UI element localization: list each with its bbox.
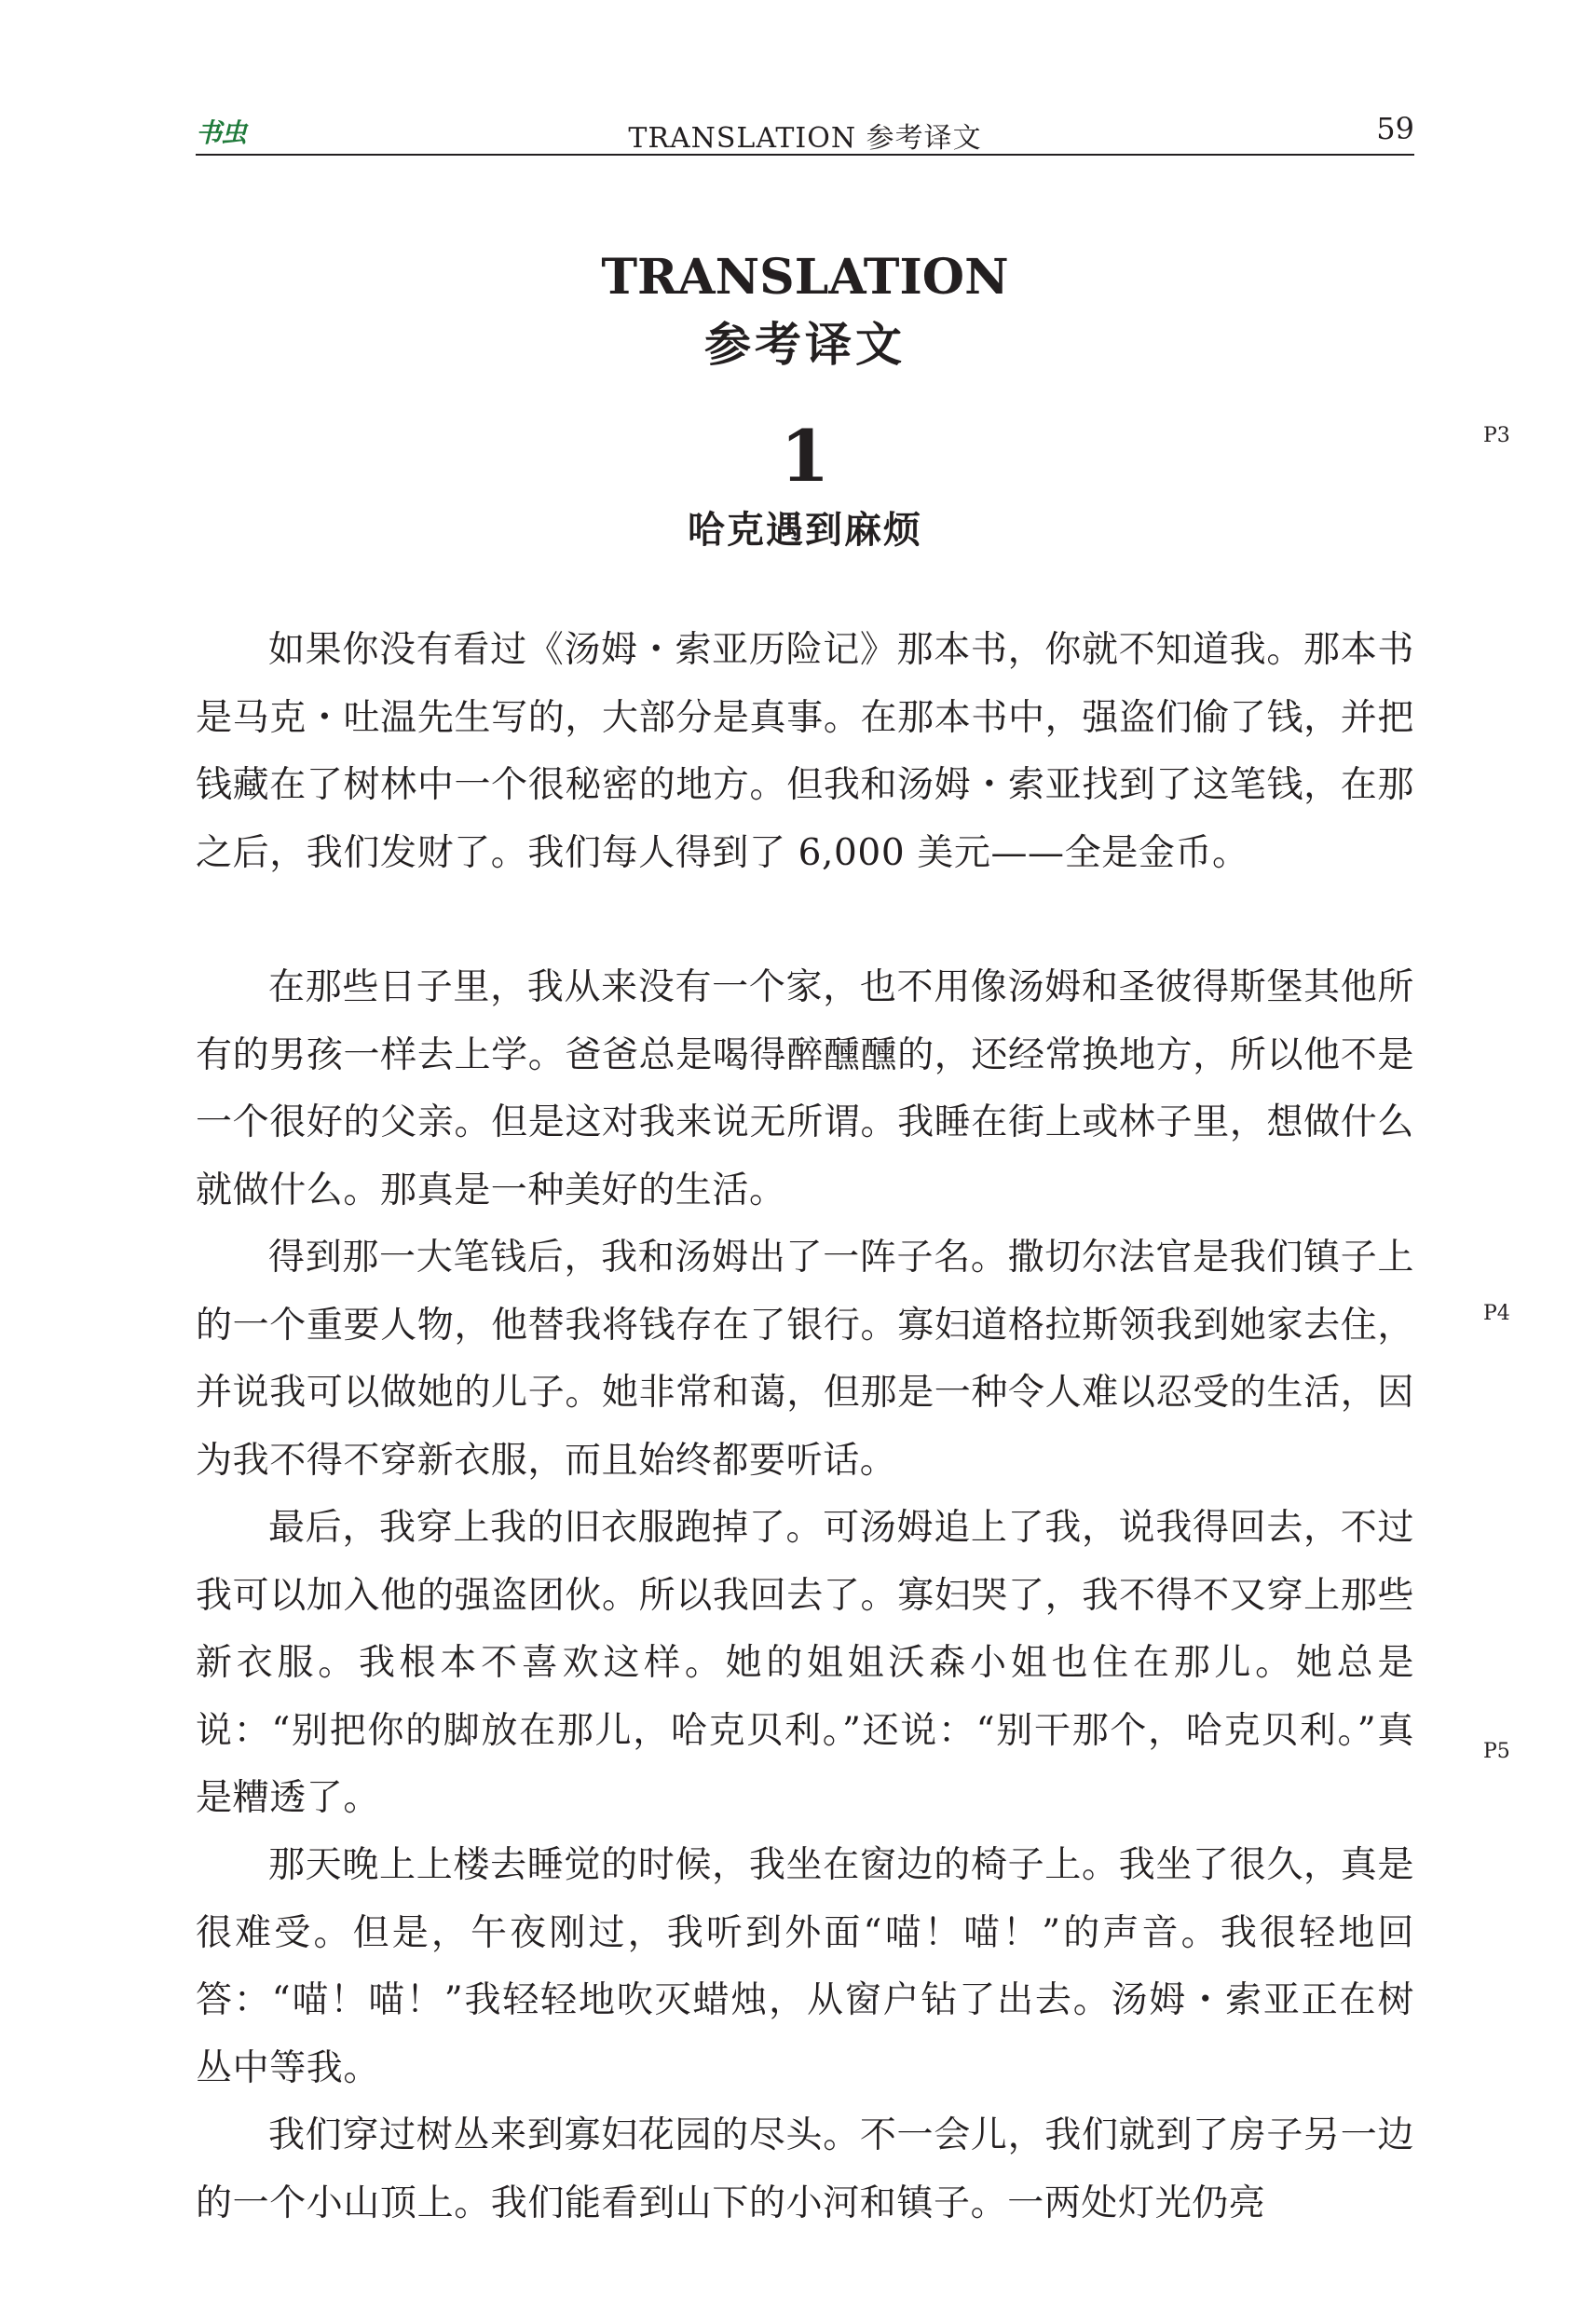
body-paragraph: 如果你没有看过《汤姆・索亚历险记》那本书，你就不知道我。那本书是马克・吐温先生写的，大部分是真事。在那本书中，强盗们偷了钱，并把钱藏在了树林中一个很秘密的地方。但我和汤姆・索亚找到了这笔钱，在那之后，我们发财了。我们每人得到了 6,000 美元——全是金币。 — [196, 629, 1414, 874]
margin-page-ref: P4 — [1483, 1302, 1510, 1325]
chapter-number: 1 — [780, 415, 830, 498]
page-title-chinese: 参考译文 — [704, 317, 906, 372]
body-paragraph: 在那些日子里，我从来没有一个家，也不用像汤姆和圣彼得斯堡其他所有的男孩一样去上学。爸爸总是喝得醉醺醺的，还经常换地方，所以他不是一个很好的父亲。但是这对我来说无所谓。我睡在街上或林子里，想做什么就做什么。那真是一种美好的生活。 — [196, 966, 1414, 1211]
margin-page-ref: P3 — [1483, 424, 1510, 447]
series-logo: 书虫 — [196, 117, 247, 148]
body-paragraph: 最后，我穿上我的旧衣服跑掉了。可汤姆追上了我，说我得回去，不过我可以加入他的强盗团伙。所以我回去了。寡妇哭了，我不得不又穿上那些新衣服。我根本不喜欢这样。她的姐姐沃森小姐也住在那儿。她总是说：“别把你的脚放在那儿，哈克贝利。”还说：“别干那个，哈克贝利。”真是糟透了。 — [196, 1507, 1414, 1819]
page-title — [196, 244, 1414, 378]
chapter-title: 哈克遇到麻烦 — [688, 508, 922, 552]
running-header — [196, 107, 1414, 156]
body-paragraph: 得到那一大笔钱后，我和汤姆出了一阵子名。撒切尔法官是我们镇子上的一个重要人物，他替我将钱存在了银行。寡妇道格拉斯领我到她家去住，并说我可以做她的儿子。她非常和蔼，但那是一种令人难以忍受的生活，因为我不得不穿新衣服，而且始终都要听话。 — [196, 1237, 1414, 1482]
body-paragraph: 我们穿过树丛来到寡妇花园的尽头。不一会儿，我们就到了房子另一边的一个小山顶上。我们能看到山下的小河和镇子。一两处灯光仍亮 — [196, 2114, 1414, 2224]
running-header-title: TRANSLATION 参考译文 — [628, 122, 982, 155]
body-paragraph: 那天晚上上楼去睡觉的时候，我坐在窗边的椅子上。我坐了很久，真是很难受。但是，午夜刚过，我听到外面“喵！喵！”的声音。我很轻地回答：“喵！喵！”我轻轻地吹灭蜡烛，从窗户钻了出去。汤姆・索亚正在树丛中等我。 — [196, 1844, 1414, 2089]
page-number: 59 — [1376, 111, 1414, 146]
margin-page-ref: P5 — [1483, 1740, 1510, 1763]
page-title-english: TRANSLATION — [601, 249, 1009, 306]
